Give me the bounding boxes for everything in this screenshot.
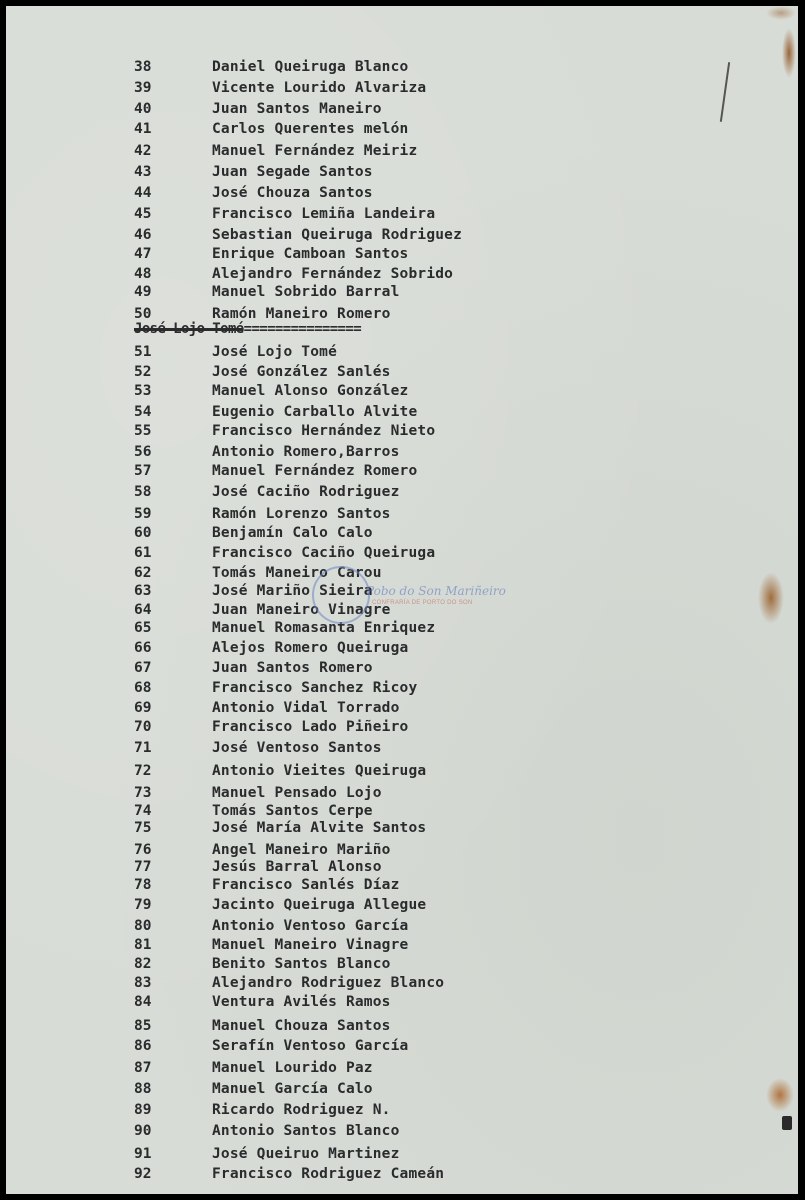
entry-number: 60 xyxy=(134,525,152,541)
entry-name: Ramón Maneiro Romero xyxy=(212,306,391,322)
entry-number: 65 xyxy=(134,620,152,636)
entry-name: José Queiruo Martinez xyxy=(212,1146,400,1162)
entry-number: 71 xyxy=(134,740,152,756)
entry-name: Manuel Sobrido Barral xyxy=(212,284,400,300)
entry-name: Benjamín Calo Calo xyxy=(212,525,373,541)
entry-name: Sebastian Queiruga Rodriguez xyxy=(212,227,463,243)
entry-name: Ricardo Rodriguez N. xyxy=(212,1102,391,1118)
entry-name: Francisco Lado Piñeiro xyxy=(212,719,409,735)
entry-name: José Ventoso Santos xyxy=(212,740,382,756)
entry-name: Alejandro Rodriguez Blanco xyxy=(212,975,445,991)
entry-number: 86 xyxy=(134,1038,152,1054)
entry-number: 46 xyxy=(134,227,152,243)
entry-name: Ramón Lorenzo Santos xyxy=(212,506,391,522)
entry-name: Manuel Lourido Paz xyxy=(212,1060,373,1076)
entry-number: 38 xyxy=(134,59,152,75)
entry-number: 50 xyxy=(134,306,152,322)
divider-equals: =============== xyxy=(243,321,362,337)
entry-name: Juan Santos Romero xyxy=(212,660,373,676)
entry-number: 79 xyxy=(134,897,152,913)
entry-name: Antonio Romero,Barros xyxy=(212,444,400,460)
watermark-title: Pobo do Son Mariñeiro xyxy=(366,584,506,598)
ink-mark-right xyxy=(782,1116,792,1130)
entry-name: Tomás Santos Cerpe xyxy=(212,803,373,819)
entry-number: 64 xyxy=(134,602,152,618)
entry-name: Benito Santos Blanco xyxy=(212,956,391,972)
entry-name: José Lojo Tomé xyxy=(212,344,338,360)
entry-name: Juan Segade Santos xyxy=(212,164,373,180)
entry-number: 51 xyxy=(134,344,152,360)
document-page xyxy=(6,6,798,1194)
entry-name: Francisco Sanlés Díaz xyxy=(212,877,400,893)
entry-number: 61 xyxy=(134,545,152,561)
entry-name: Manuel Romasanta Enriquez xyxy=(212,620,436,636)
entry-name: José Caciño Rodriguez xyxy=(212,484,400,500)
entry-name: José Chouza Santos xyxy=(212,185,373,201)
entry-number: 41 xyxy=(134,121,152,137)
entry-number: 78 xyxy=(134,877,152,893)
watermark-subtitle: CONFRARÍA DE PORTO DO SON xyxy=(372,600,473,606)
entry-name: José Mariño Sieira xyxy=(212,583,373,599)
entry-number: 89 xyxy=(134,1102,152,1118)
entry-number: 56 xyxy=(134,444,152,460)
entry-number: 66 xyxy=(134,640,152,656)
entry-number: 43 xyxy=(134,164,152,180)
entry-name: Antonio Vidal Torrado xyxy=(212,700,400,716)
rust-stain-lower-right xyxy=(766,1078,794,1112)
rust-stain-mid-right xyxy=(758,572,784,624)
entry-name: Vicente Lourido Alvariza xyxy=(212,80,427,96)
entry-name: Eugenio Carballo Alvite xyxy=(212,404,418,420)
entry-name: Angel Maneiro Mariño xyxy=(212,842,391,858)
entry-name: Antonio Ventoso García xyxy=(212,918,409,934)
entry-name: Juan Santos Maneiro xyxy=(212,101,382,117)
entry-name: José María Alvite Santos xyxy=(212,820,427,836)
entry-number: 49 xyxy=(134,284,152,300)
rust-stain-top-corner xyxy=(766,6,796,20)
entry-number: 45 xyxy=(134,206,152,222)
entry-name: Francisco Sanchez Ricoy xyxy=(212,680,418,696)
entry-number: 87 xyxy=(134,1060,152,1076)
entry-number: 75 xyxy=(134,820,152,836)
entry-number: 74 xyxy=(134,803,152,819)
entry-name: Jacinto Queiruga Allegue xyxy=(212,897,427,913)
crossed-out-line xyxy=(134,320,361,338)
entry-name: Manuel Fernández Romero xyxy=(212,463,418,479)
entry-number: 54 xyxy=(134,404,152,420)
entry-name: Antonio Vieites Queiruga xyxy=(212,763,427,779)
entry-name: Serafín Ventoso García xyxy=(212,1038,409,1054)
entry-name: Francisco Hernández Nieto xyxy=(212,423,436,439)
crossed-out-name: José Lojo Tomé xyxy=(134,321,244,337)
entry-number: 91 xyxy=(134,1146,152,1162)
entry-number: 48 xyxy=(134,266,152,282)
entry-name: Alejandro Fernández Sobrido xyxy=(212,266,454,282)
pencil-mark xyxy=(720,62,730,122)
entry-name: Francisco Lemiña Landeira xyxy=(212,206,436,222)
entry-number: 69 xyxy=(134,700,152,716)
entry-number: 68 xyxy=(134,680,152,696)
entry-number: 53 xyxy=(134,383,152,399)
entry-number: 73 xyxy=(134,785,152,801)
entry-name: Carlos Querentes melón xyxy=(212,121,409,137)
entry-number: 58 xyxy=(134,484,152,500)
entry-number: 72 xyxy=(134,763,152,779)
entry-number: 55 xyxy=(134,423,152,439)
entry-number: 80 xyxy=(134,918,152,934)
entry-name: Manuel Maneiro Vinagre xyxy=(212,937,409,953)
entry-number: 81 xyxy=(134,937,152,953)
entry-name: Alejos Romero Queiruga xyxy=(212,640,409,656)
entry-name: Manuel García Calo xyxy=(212,1081,373,1097)
entry-number: 52 xyxy=(134,364,152,380)
entry-name: Enrique Camboan Santos xyxy=(212,246,409,262)
entry-number: 44 xyxy=(134,185,152,201)
archive-watermark xyxy=(306,562,506,626)
entry-name: Daniel Queiruga Blanco xyxy=(212,59,409,75)
entry-number: 84 xyxy=(134,994,152,1010)
entry-name: Ventura Avilés Ramos xyxy=(212,994,391,1010)
entry-number: 67 xyxy=(134,660,152,676)
entry-number: 88 xyxy=(134,1081,152,1097)
entry-name: Francisco Rodriguez Cameán xyxy=(212,1166,445,1182)
entry-number: 82 xyxy=(134,956,152,972)
entry-number: 63 xyxy=(134,583,152,599)
entry-number: 40 xyxy=(134,101,152,117)
entry-name: Francisco Caciño Queiruga xyxy=(212,545,436,561)
entry-number: 70 xyxy=(134,719,152,735)
entry-name: José González Sanlés xyxy=(212,364,391,380)
entry-number: 47 xyxy=(134,246,152,262)
watermark-seal-icon xyxy=(312,566,370,624)
entry-number: 92 xyxy=(134,1166,152,1182)
entry-name: Juan Maneiro Vinagre xyxy=(212,602,391,618)
entry-name: Manuel Alonso González xyxy=(212,383,409,399)
entry-number: 77 xyxy=(134,859,152,875)
rust-stain-top-right xyxy=(782,28,796,78)
entry-number: 39 xyxy=(134,80,152,96)
entry-name: Antonio Santos Blanco xyxy=(212,1123,400,1139)
entry-number: 57 xyxy=(134,463,152,479)
entry-name: Manuel Chouza Santos xyxy=(212,1018,391,1034)
entry-number: 62 xyxy=(134,565,152,581)
entry-name: Jesús Barral Alonso xyxy=(212,859,382,875)
entry-name: Tomás Maneiro Carou xyxy=(212,565,382,581)
entry-number: 42 xyxy=(134,143,152,159)
entry-name: Manuel Fernández Meiriz xyxy=(212,143,418,159)
entry-name: Manuel Pensado Lojo xyxy=(212,785,382,801)
entry-number: 76 xyxy=(134,842,152,858)
entry-number: 83 xyxy=(134,975,152,991)
entry-number: 59 xyxy=(134,506,152,522)
entry-number: 90 xyxy=(134,1123,152,1139)
entry-number: 85 xyxy=(134,1018,152,1034)
